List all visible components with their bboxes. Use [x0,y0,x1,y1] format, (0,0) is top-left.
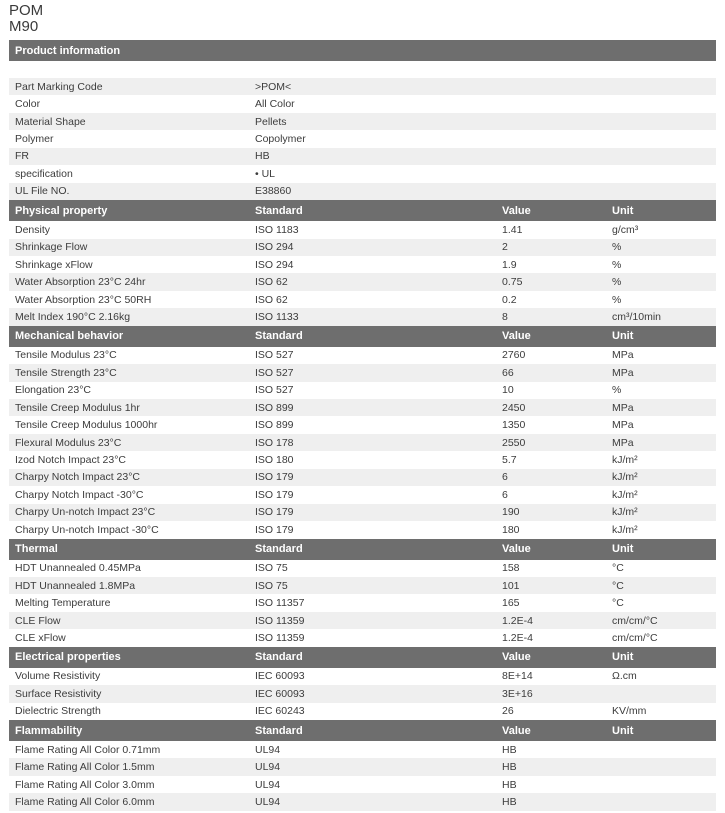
column-header-standard: Standard [255,543,303,555]
value-cell: 2450 [502,401,526,414]
value-cell: 1.2E-4 [502,614,533,627]
property-name: Flame Rating All Color 0.71mm [15,743,161,756]
property-value: Copolymer [255,133,306,146]
column-header-standard: Standard [255,651,303,664]
standard-cell: ISO 62 [255,293,288,306]
value-cell: 1.41 [502,223,523,236]
property-value: HB [255,150,270,163]
value-cell: 26 [502,705,514,718]
property-value: E38860 [255,185,292,198]
property-value: • UL [255,167,276,180]
value-cell: HB [502,796,517,809]
value-cell: 190 [502,506,520,519]
value-cell: 165 [502,597,520,610]
section-title: Thermal [15,543,58,555]
section-header-product-information [9,40,716,61]
property-name: Tensile Creep Modulus 1hr [15,401,140,414]
unit-cell: °C [612,562,624,575]
unit-cell: kJ/m² [612,506,638,519]
value-cell: 6 [502,488,508,501]
table-row [9,629,716,646]
standard-cell: ISO 294 [255,258,294,271]
property-name: Color [15,98,41,111]
property-name: Shrinkage xFlow [15,258,93,271]
standard-cell: ISO 178 [255,436,294,449]
standard-cell: UL94 [255,778,281,791]
table-row [9,364,716,381]
property-name: Volume Resistivity [15,670,101,683]
column-header-unit: Unit [612,204,634,217]
standard-cell: ISO 1183 [255,223,299,236]
table-row [9,504,716,521]
property-name: Charpy Notch Impact 23°C [15,471,141,484]
property-name: Water Absorption 23°C 24hr [15,276,146,289]
property-value: >POM< [255,80,292,93]
column-header-unit: Unit [612,330,634,343]
unit-cell: g/cm³ [612,223,639,236]
standard-cell: ISO 899 [255,419,294,432]
standard-cell: ISO 1133 [255,310,299,323]
column-header-unit: Unit [612,724,634,737]
unit-cell: MPa [612,349,634,362]
table-row [9,95,716,112]
property-name: Surface Resistivity [15,687,102,700]
unit-cell: MPa [612,401,634,414]
table-row [9,469,716,486]
property-value: All Color [255,98,295,111]
table-row [9,221,716,238]
standard-cell: ISO 62 [255,276,288,289]
property-name: Shrinkage Flow [15,241,88,254]
unit-cell: kJ/m² [612,454,638,467]
table-row [9,793,716,810]
value-cell: 158 [502,562,520,575]
unit-cell: % [612,241,622,254]
property-name: Material Shape [15,115,86,128]
standard-cell: ISO 75 [255,579,288,592]
property-name: FR [15,150,29,163]
property-name: Tensile Modulus 23°C [15,349,117,362]
value-cell: 8 [502,310,508,323]
property-name: Flexural Modulus 23°C [15,436,122,449]
unit-cell: % [612,258,622,271]
unit-cell: MPa [612,436,634,449]
property-name: Charpy Un-notch Impact -30°C [15,523,159,536]
column-header-value: Value [502,651,531,664]
table-row [9,776,716,793]
standard-cell: IEC 60243 [255,705,305,718]
table-row [9,165,716,182]
standard-cell: ISO 527 [255,349,294,362]
section-header [9,647,716,668]
property-name: Dielectric Strength [15,705,101,718]
unit-cell: °C [612,597,624,610]
table-row [9,560,716,577]
unit-cell: cm/cm/°C [612,614,658,627]
unit-cell: cm/cm/°C [612,631,658,644]
section-title: Mechanical behavior [15,330,124,343]
property-name: Elongation 23°C [15,384,92,397]
unit-cell: kJ/m² [612,471,638,484]
standard-cell: IEC 60093 [255,670,305,683]
value-cell: 1.9 [502,258,517,271]
section-title: Flammability [15,724,83,737]
table-row [9,399,716,416]
section-title: Product information [15,44,121,57]
standard-cell: ISO 179 [255,523,294,536]
section-header [9,326,716,347]
standard-cell: ISO 11359 [255,631,305,644]
column-header-value: Value [502,543,531,555]
section-title: Electrical properties [15,651,121,664]
property-name: HDT Unannealed 1.8MPa [15,579,136,592]
column-header-value: Value [502,724,531,737]
table-row [9,668,716,685]
table-row [9,594,716,611]
property-name: Polymer [15,133,54,146]
unit-cell: % [612,276,622,289]
standard-cell: ISO 899 [255,401,294,414]
value-cell: 180 [502,523,520,536]
value-cell: 8E+14 [502,670,533,683]
unit-cell: MPa [612,419,634,432]
standard-cell: IEC 60093 [255,687,305,700]
value-cell: HB [502,743,517,756]
unit-cell: kJ/m² [612,488,638,501]
table-row [9,347,716,364]
value-cell: 66 [502,366,514,379]
column-header-standard: Standard [255,724,303,737]
standard-cell: ISO 75 [255,562,288,575]
value-cell: 0.2 [502,293,517,306]
unit-cell: KV/mm [612,705,647,718]
table-row [9,291,716,308]
column-header-value: Value [502,330,531,343]
property-name: Tensile Creep Modulus 1000hr [15,419,158,432]
table-row [9,612,716,629]
table-row [9,183,716,200]
product-info-rows [9,78,716,200]
unit-cell: Ω.cm [612,670,637,683]
property-name: HDT Unannealed 0.45MPa [15,562,141,575]
table-row [9,113,716,130]
value-cell: 10 [502,384,514,397]
standard-cell: ISO 527 [255,384,294,397]
property-value: Pellets [255,115,287,128]
material-title: POM [9,2,44,19]
standard-cell: ISO 180 [255,454,294,467]
standard-cell: ISO 179 [255,506,294,519]
property-name: Izod Notch Impact 23°C [15,454,126,467]
property-name: CLE xFlow [15,631,66,644]
table-row [9,434,716,451]
property-name: Water Absorption 23°C 50RH [15,293,152,306]
value-cell: 3E+16 [502,687,533,700]
table-row [9,577,716,594]
property-name: specification [15,167,73,180]
standard-cell: ISO 11359 [255,614,305,627]
unit-cell: cm³/10min [612,310,662,323]
table-row [9,273,716,290]
property-name: Part Marking Code [15,80,103,93]
standard-cell: ISO 294 [255,241,294,254]
table-row [9,521,716,538]
value-cell: 1.2E-4 [502,631,533,644]
value-cell: 2760 [502,349,526,362]
value-cell: 1350 [502,419,526,432]
table-row [9,308,716,325]
unit-cell: MPa [612,366,634,379]
standard-cell: UL94 [255,796,281,809]
value-cell: 101 [502,579,520,592]
grade-title: M90 [9,18,39,35]
standard-cell: UL94 [255,743,281,756]
section-header [9,539,716,560]
value-cell: HB [502,761,517,774]
property-name: UL File NO. [15,185,70,198]
section-header [9,200,716,221]
property-name: Melt Index 190°C 2.16kg [15,310,131,323]
column-header-standard: Standard [255,204,303,217]
property-name: Density [15,223,51,236]
standard-cell: ISO 11357 [255,597,305,610]
unit-cell: % [612,293,622,306]
unit-cell: kJ/m² [612,523,638,536]
property-sections [9,200,716,811]
property-name: Tensile Strength 23°C [15,366,117,379]
property-name: Charpy Notch Impact -30°C [15,488,144,501]
spacer-row [9,61,716,78]
table-row [9,239,716,256]
unit-cell: °C [612,579,624,592]
table-row [9,416,716,433]
value-cell: 2 [502,241,508,254]
standard-cell: ISO 527 [255,366,294,379]
column-header-unit: Unit [612,543,634,555]
property-name: Flame Rating All Color 6.0mm [15,796,155,809]
section-title: Physical property [15,204,108,217]
table-row [9,382,716,399]
column-header-unit: Unit [612,651,634,664]
unit-cell: % [612,384,622,397]
property-name: Flame Rating All Color 1.5mm [15,761,155,774]
datasheet-table [9,40,716,811]
table-row [9,78,716,95]
property-name: CLE Flow [15,614,61,627]
table-row [9,451,716,468]
column-header-standard: Standard [255,330,303,343]
table-row [9,486,716,503]
property-name: Charpy Un-notch Impact 23°C [15,506,156,519]
value-cell: 5.7 [502,454,517,467]
table-row [9,685,716,702]
table-row [9,741,716,758]
standard-cell: ISO 179 [255,471,294,484]
value-cell: 2550 [502,436,526,449]
standard-cell: UL94 [255,761,281,774]
property-name: Melting Temperature [15,597,111,610]
standard-cell: ISO 179 [255,488,294,501]
column-header-value: Value [502,204,531,217]
property-name: Flame Rating All Color 3.0mm [15,778,155,791]
table-row [9,703,716,720]
value-cell: 6 [502,471,508,484]
section-header [9,720,716,741]
table-row [9,758,716,775]
value-cell: 0.75 [502,276,523,289]
table-row [9,256,716,273]
value-cell: HB [502,778,517,791]
table-row [9,130,716,147]
table-row [9,148,716,165]
